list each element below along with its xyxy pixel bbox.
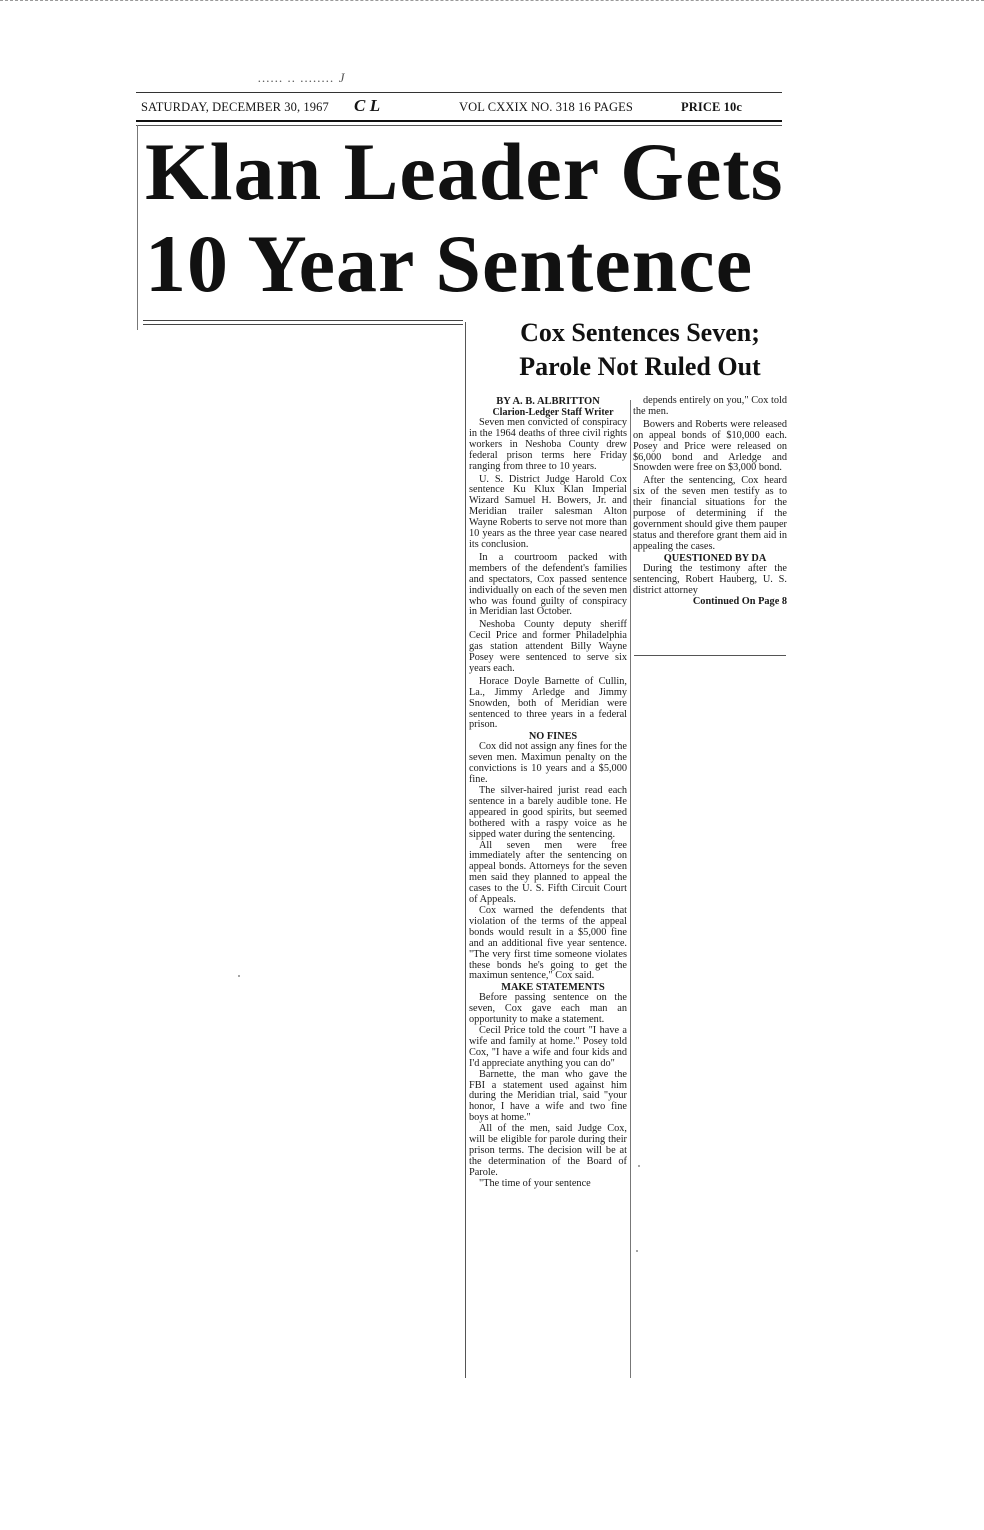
paragraph: Cecil Price told the court "I have a wife and family at home." Posey told Cox, "I have a wife and four kids and I'd appreciate anything you can do" xyxy=(469,1025,627,1069)
article-column-2 xyxy=(633,396,787,607)
headline xyxy=(145,126,785,310)
column-rule-middle xyxy=(630,400,631,1378)
paragraph: Cox warned the defendents that violation of the terms of the appeal bonds would result in a $5,000 fine and an additional five year sentence. "The very first time someone violates these bonds he's going to get the maximun sentence," Cox said. xyxy=(469,904,627,982)
page-top-edge xyxy=(0,0,984,3)
paragraph: Bowers and Roberts were released on appeal bonds of $10,000 each. Posey and Price were released on $6,000 bond and Arledge and Snowden were free on $3,000 bond. xyxy=(633,418,787,474)
paragraph: U. S. District Judge Harold Cox sentence Ku Klux Klan Imperial Wizard Samuel H. Bowers, Jr. and Meridian trailer salesman Alton Wayne Roberts to serve not more than 10 years as the three year case neared its conclusion. xyxy=(469,473,627,550)
paragraph: After the sentencing, Cox heard six of the seven men testify as to their financial situations for the purpose of determining if the government should give them pauper status and therefore grant them aid in appealing the cases. xyxy=(633,475,787,552)
clipping-left-edge xyxy=(137,125,138,330)
paragraph: "The time of your sentence xyxy=(479,1177,591,1189)
paragraph: Horace Doyle Barnette of Cullin, La., Jimmy Arledge and Jimmy Snowden, both of Meridian were sentenced to three years in a federal prison. xyxy=(469,675,627,731)
dateline xyxy=(141,98,781,118)
scan-speck xyxy=(638,1165,640,1167)
publication-date: SATURDAY, DECEMBER 30, 1967 xyxy=(141,100,329,114)
handwritten-mark: C L xyxy=(354,96,381,115)
crosshead-make-statements: MAKE STATEMENTS xyxy=(501,982,605,994)
byline-title: Clarion-Ledger Staff Writer xyxy=(492,407,614,418)
paragraph: Cox did not assign any fines for the seven men. Maximun penalty on the convictions is 10 years and a $5,000 fine. xyxy=(469,741,627,786)
masthead-rule xyxy=(136,92,782,93)
headline-line-1: Klan Leader Gets xyxy=(145,126,784,217)
continued-jump-line: Continued On Page 8 xyxy=(692,596,787,608)
subheadline xyxy=(470,316,810,384)
volume-info: VOL CXXIX NO. 318 16 PAGES xyxy=(459,100,633,114)
paragraph: In a courtroom packed with members of the defendent's families and spectators, Cox passed sentence individually on each of the seven men who was found guilty of conspiracy in Meridian last October. xyxy=(469,551,627,618)
headline-rule xyxy=(143,320,463,325)
paragraph: All seven men were free immediately after the sentencing on appeal bonds. Attorneys for the seven men said they planned to appeal the cases to the U. S. Fifth Circuit Court of Appeals. xyxy=(469,839,627,906)
dateline-rule-thick xyxy=(136,120,782,122)
price: PRICE 10c xyxy=(681,100,742,114)
scan-speck xyxy=(636,1250,638,1252)
subheadline-line-1: Cox Sentences Seven; xyxy=(520,318,760,347)
paragraph: The silver-haired jurist read each sentence in a barely audible tone. He appeared in good spirits, but seemed bothered with a raspy voice as he sipped water during the sentencing. xyxy=(469,785,627,840)
byline: BY A. B. ALBRITTON xyxy=(496,396,600,407)
crosshead-questioned-by-da: QUESTIONED BY DA xyxy=(663,552,767,564)
paragraph: Before passing sentence on the seven, Cox gave each man an opportunity to make a statement. xyxy=(469,992,627,1026)
column-rule-left xyxy=(465,322,466,1378)
article-column-1 xyxy=(469,396,627,1190)
paragraph: Seven men convicted of conspiracy in the 1964 deaths of three civil rights workers in Neshoba County drew federal prison terms here Friday ranging from three to 10 years. xyxy=(469,417,627,472)
crosshead-no-fines: NO FINES xyxy=(528,731,578,743)
column-end-rule xyxy=(634,655,786,656)
paragraph: depends entirely on you," Cox told the men. xyxy=(633,395,787,417)
paragraph: Barnette, the man who gave the FBI a statement used against him during the Meridian trial, said "your honor, I have a wife and two fine boys at home." xyxy=(469,1068,627,1124)
masthead-fragment: ...... .. ........ J xyxy=(258,70,346,85)
paragraph: Neshoba County deputy sheriff Cecil Price and former Philadelphia gas station attendent Billy Wayne Posey were sentenced to serve six years each. xyxy=(469,619,627,674)
headline-line-2: 10 Year Sentence xyxy=(145,218,754,309)
scan-speck xyxy=(238,975,240,977)
paragraph: All of the men, said Judge Cox, will be eligible for parole during their prison terms. The decision will be at the determination of the Board of Parole. xyxy=(469,1123,627,1178)
subheadline-line-2: Parole Not Ruled Out xyxy=(519,352,761,381)
paragraph: During the testimony after the sentencing, Robert Hauberg, U. S. district attorney xyxy=(633,562,787,596)
